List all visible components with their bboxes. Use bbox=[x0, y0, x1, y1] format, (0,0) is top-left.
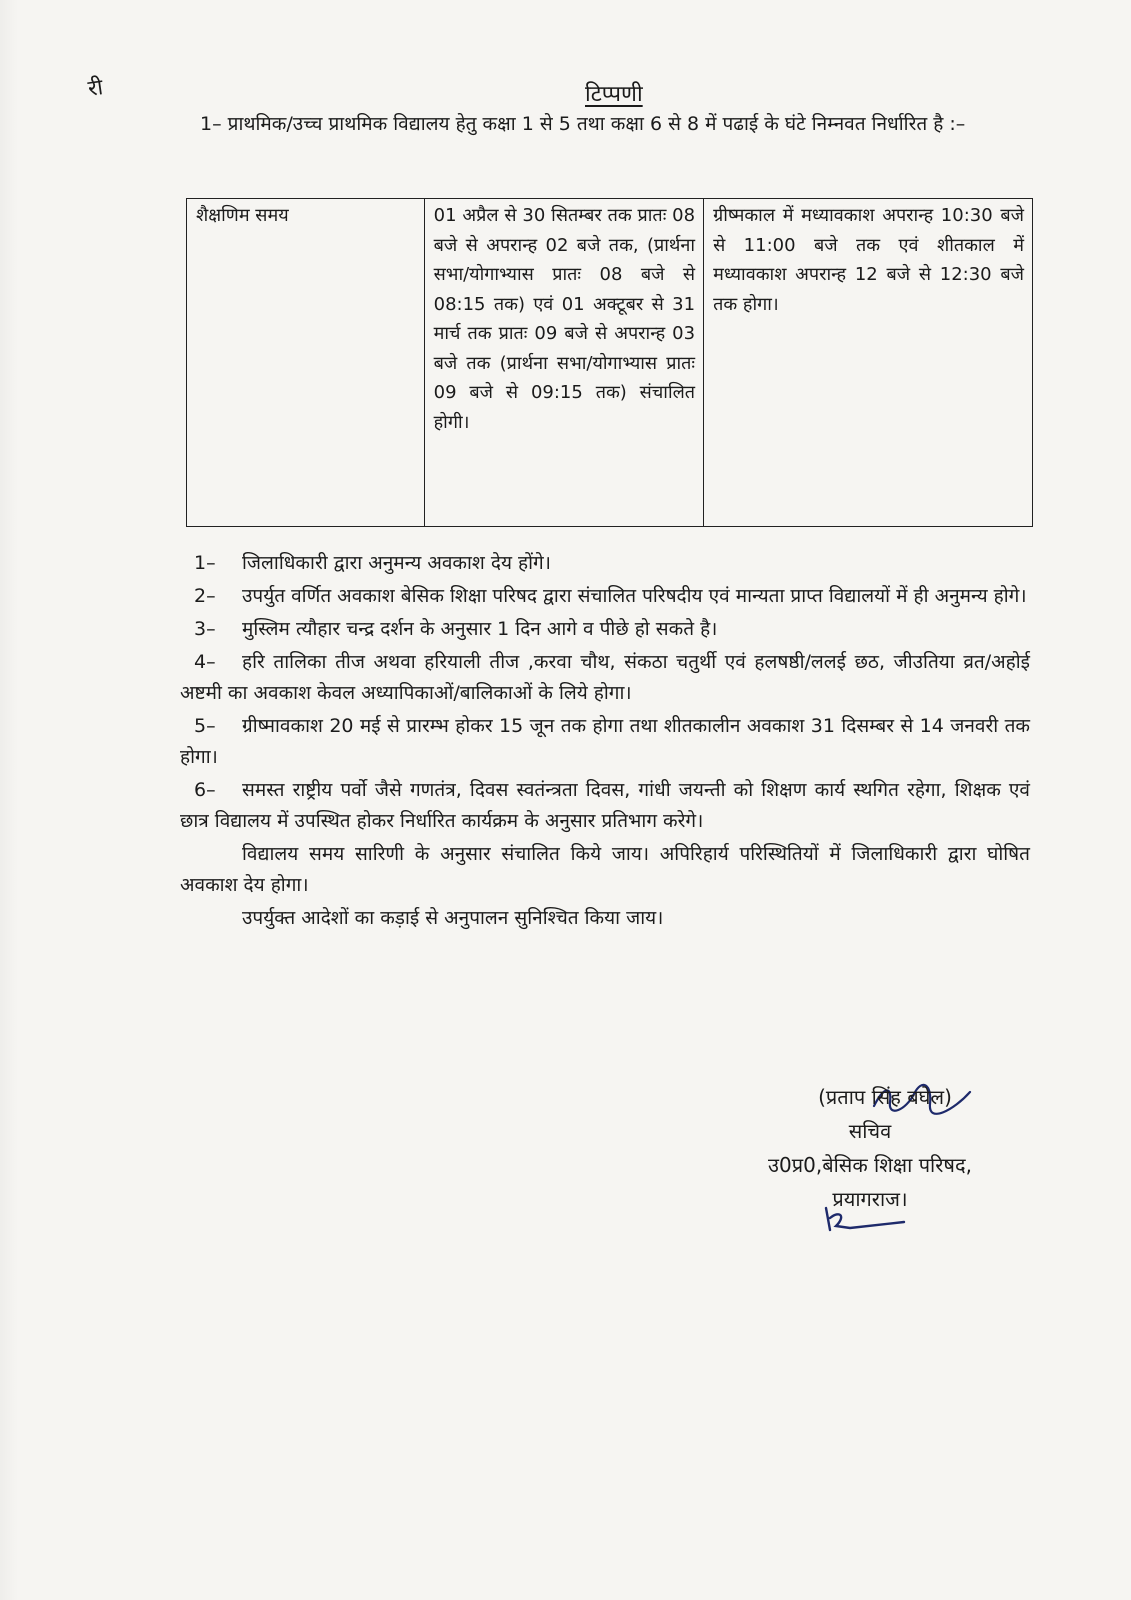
signatory-designation: सचिव bbox=[848, 1119, 892, 1143]
note-text: उपर्युत वर्णित अवकाश बेसिक शिक्षा परिषद द्वारा संचालित परिषदीय एवं मान्यता प्राप्त विद्यालयों में ही अनुमन्य होगे। bbox=[242, 585, 1027, 607]
note-number: 2– bbox=[194, 585, 216, 607]
note-number: 6– bbox=[194, 779, 216, 801]
note-number: 3– bbox=[194, 618, 216, 640]
note-text: मुस्लिम त्यौहार चन्द्र दर्शन के अनुसार 1 दिन आगे व पीछे हो सकते है। bbox=[242, 618, 718, 640]
school-timing-table bbox=[186, 198, 1033, 527]
initials-mark-icon bbox=[820, 1200, 910, 1240]
list-item bbox=[180, 581, 1030, 612]
note-text: हरि तालिका तीज अथवा हरियाली तीज ,करवा चौथ, संकठा चतुर्थी एवं हलषष्ठी/ललई छठ, जीउतिया व्रत/अहोई अष्टमी का अवकाश केवल अध्यापिकाओं/बालिकाओं के लिये होगा। bbox=[180, 651, 1030, 704]
note-number: 4– bbox=[194, 651, 216, 673]
closing-paragraph: विद्यालय समय सारिणी के अनुसार संचालित किये जाय। अपिरिहार्य परिस्थितियों में जिलाधिकारी द्वारा घोषित अवकाश देय होगा। bbox=[180, 843, 1030, 896]
list-item bbox=[180, 647, 1030, 709]
note-text: ग्रीष्मावकाश 20 मई से प्रारम्भ होकर 15 जून तक होगा तथा शीतकालीन अवकाश 31 दिसम्बर से 14 जनवरी तक होगा। bbox=[180, 715, 1030, 768]
intro-text: 1– प्राथमिक/उच्च प्राथमिक विद्यालय हेतु कक्षा 1 से 5 तथा कक्षा 6 से 8 में पढाई के घंटे निम्नवत निर्धारित है :– bbox=[200, 113, 966, 135]
note-text: समस्त राष्ट्रीय पर्वो जैसे गणतंत्र, दिवस स्वतंन्त्रता दिवस, गांधी जयन्ती को शिक्षण कार्य स्थगित रहेगा, शिक्षक एवं छात्र विद्यालय में उपस्थित होकर निर्धारित कार्यक्रम के अनुसार प्रतिभाग करेगे। bbox=[180, 779, 1030, 832]
table-cell-timings: 01 अप्रैल से 30 सितम्बर तक प्रातः 08 बजे से अपरान्ह 02 बजे तक, (प्रार्थना सभा/योगाभ्यास प्रातः 08 बजे से 08:15 तक) एवं 01 अक्टूबर से 31 मार्च तक प्रातः 09 बजे से अपरान्ह 03 बजे तक (प्रार्थना सभा/योगाभ्यास प्रातः 09 बजे से 09:15 तक) संचालित होगी। bbox=[424, 199, 703, 527]
corner-handwritten-mark: री bbox=[86, 75, 105, 102]
list-item bbox=[180, 775, 1030, 837]
note-text: जिलाधिकारी द्वारा अनुमन्य अवकाश देय होंगे। bbox=[242, 552, 551, 574]
notes-list bbox=[180, 548, 1030, 936]
signature-block bbox=[740, 1080, 1000, 1216]
page-title: टिप्पणी bbox=[585, 82, 643, 107]
signatory-city: प्रयागराज। bbox=[832, 1187, 908, 1211]
note-number: 5– bbox=[194, 715, 216, 737]
list-item bbox=[180, 711, 1030, 773]
table-cell-recess: ग्रीष्मकाल में मध्यावकाश अपरान्ह 10:30 बजे से 11:00 बजे तक एवं शीतकाल में मध्यावकाश अपरान्ह 12 बजे से 12:30 बजे तक होगा। bbox=[704, 199, 1033, 527]
table-cell-label: शैक्षणिम समय bbox=[187, 199, 425, 527]
closing-paragraph: उपर्युक्त आदेशों का कड़ाई से अनुपालन सुनिश्चित किया जाय। bbox=[242, 907, 664, 929]
table-row bbox=[187, 199, 1033, 527]
list-item bbox=[180, 548, 1030, 579]
signatory-name: (प्रताप सिंह बघेल) bbox=[818, 1085, 952, 1109]
note-number: 1– bbox=[194, 552, 216, 574]
list-item bbox=[180, 614, 1030, 645]
signatory-organization: उ0प्र0,बेसिक शिक्षा परिषद, bbox=[768, 1153, 972, 1177]
